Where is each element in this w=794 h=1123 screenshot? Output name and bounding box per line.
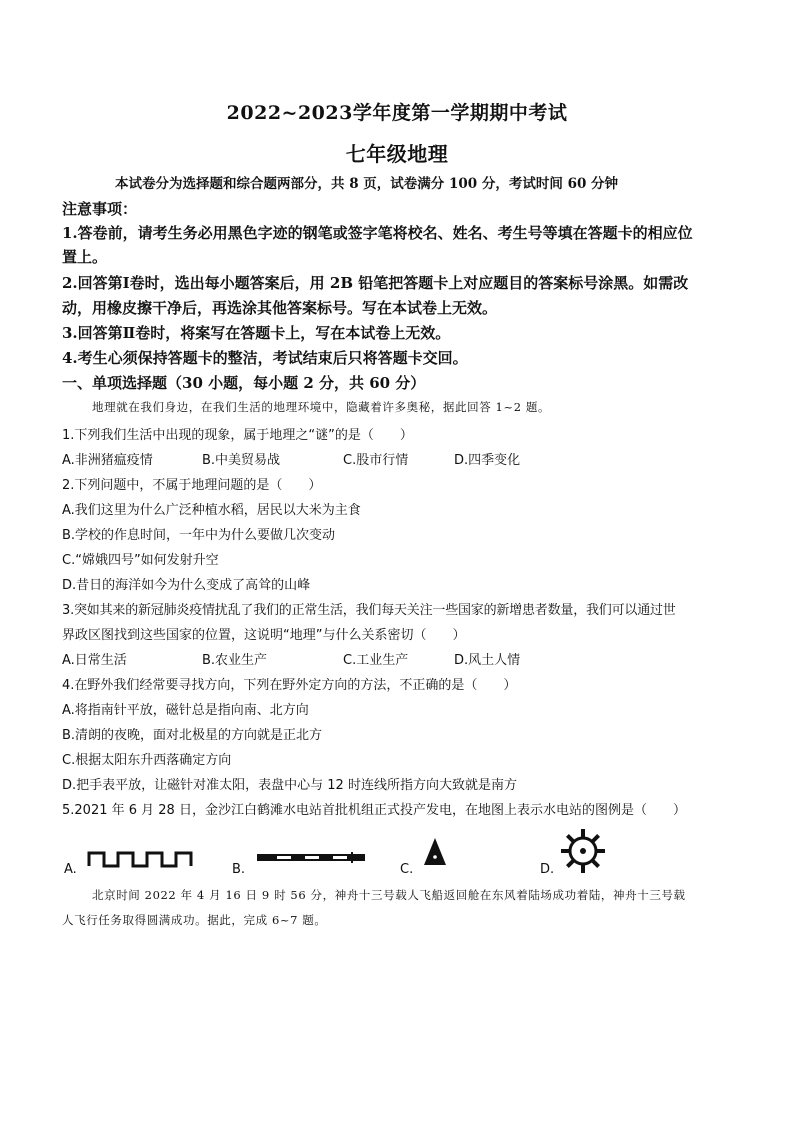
question-4-option-d: D.把手表平放，让磁针对准太阳，表盘中心与 12 时连线所指方向大致就是南方 [62,778,517,793]
note-4: 4.考生心须保持答题卡的整洁，考试结束后只将答题卡交回。 [62,349,468,367]
question-4-option-b: B.清朗的夜晚，面对北极星的方向就是正北方 [62,728,323,743]
note-2-line-1: 2.回答第Ⅰ卷时，选出每小题答案后，用 2B 铅笔把答题卡上对应题目的答案标号涂黑。如需改 [62,274,689,292]
question-5-option-b: B. [232,862,246,877]
question-1-option-a: A.非洲猪瘟疫情 [62,453,153,468]
question-4-option-c: C.根据太阳东升西落确定方向 [62,753,232,768]
question-5-stem: 5.2021 年 6 月 28 日，金沙江白鹤滩水电站首批机组正式投产发电，在地图上表示水电站的图例是（ ） [62,803,686,818]
note-2-line-2: 动，用橡皮擦干净后，再选涂其他答案标号。写在本试卷上无效。 [62,299,498,317]
question-1-stem: 1.下列我们生活中出现的现象，属于地理之“谜”的是（ ） [62,428,413,443]
question-2-option-c: C.“嫦娥四号”如何发射升空 [62,553,219,568]
material-2-line-2: 人飞行任务取得圆满成功。据此，完成 6~7 题。 [62,913,327,927]
question-2-option-b: B.学校的作息时间，一年中为什么要做几次变动 [62,528,336,543]
question-3-stem-line-1: 3.突如其来的新冠肺炎疫情扰乱了我们的正常生活，我们每天关注一些国家的新增患者数量，我们可以通过世 [62,603,676,618]
question-2-option-a: A.我们这里为什么广泛种植水稻，居民以大米为主食 [62,503,361,518]
question-1-option-b: B.中美贸易战 [202,453,281,468]
material-1: 地理就在我们身边，在我们生活的地理环境中，隐藏着许多奥秘，据此回答 1~2 题。 [92,400,551,414]
exam-intro: 本试卷分为选择题和综合题两部分，共 8 页，试卷满分 100 分，考试时间 60 分钟 [115,176,619,192]
question-4-option-a: A.将指南针平放，磁针总是指向南、北方向 [62,703,309,718]
square-wave-canal-symbol-icon [86,848,196,870]
material-2-line-1: 北京时间 2022 年 4 月 16 日 9 时 56 分，神舟十三号载人飞船返回舱在东风着陆场成功着陆，神舟十三号载 [92,888,686,902]
question-3-stem-line-2: 界政区图找到这些国家的位置，这说明“地理”与什么关系密切（ ） [62,628,466,643]
note-1-line-1: 1.答卷前，请考生务必用黑色字迹的钢笔或签字笔将校名、姓名、考生号等填在答题卡的相应位 [62,224,693,242]
question-5-option-c: C. [400,862,414,877]
mountain-peak-triangle-icon [422,836,448,868]
question-5-option-d: D. [540,862,555,877]
section-1-heading: 一、单项选择题（30 小题，每小题 2 分，共 60 分） [62,374,426,392]
exam-subtitle: 七年级地理 [345,142,449,166]
question-2-option-d: D.昔日的海洋如今为什么变成了高耸的山峰 [62,578,311,593]
question-3-option-b: B.农业生产 [202,653,268,668]
question-1-option-c: C.股市行情 [343,453,409,468]
question-4-stem: 4.在野外我们经常要寻找方向，下列在野外定方向的方法，不正确的是（ ） [62,678,517,693]
question-5-option-a: A. [64,862,77,877]
note-1-line-2: 置上。 [62,248,108,266]
notes-heading: 注意事项： [62,200,138,218]
exam-title: 2022~2023学年度第一学期期中考试 [226,102,568,124]
gear-hydropower-station-icon [560,828,606,874]
question-3-option-a: A.日常生活 [62,653,127,668]
note-3: 3.回答第Ⅱ卷时，将案写在答题卡上，写在本试卷上无效。 [62,324,451,342]
question-2-stem: 2.下列问题中，不属于地理问题的是（ ） [62,478,322,493]
question-3-option-d: D.风土人情 [454,653,521,668]
question-1-option-d: D.四季变化 [454,453,521,468]
question-3-option-c: C.工业生产 [343,653,409,668]
railway-line-symbol-icon [255,850,367,866]
